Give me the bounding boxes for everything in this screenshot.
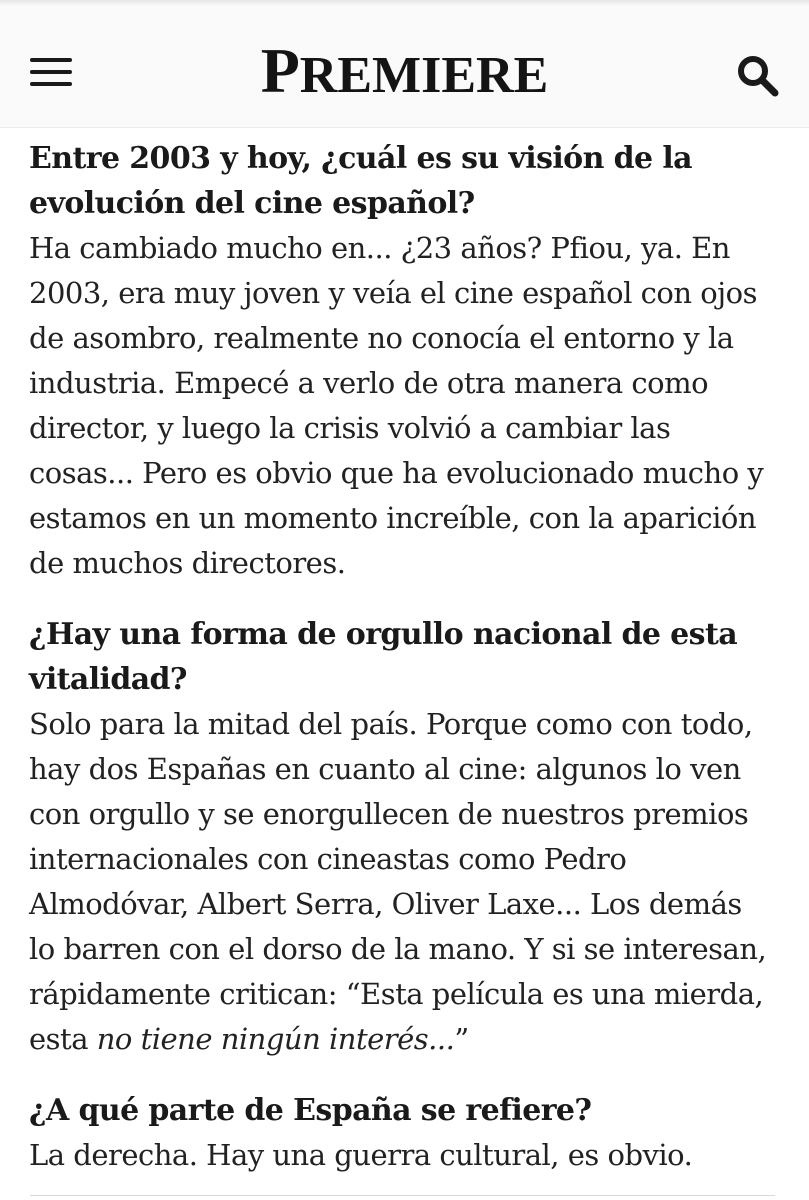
divider — [30, 1195, 775, 1196]
answer-text: Solo para la mitad del país. Porque como con todo, hay dos Españas en cuanto al cine: algunos lo ven con orgullo y se enorgullecen de nuestros premios internacionales con cineastas como Pedro Almodóvar, Albert Serra, Oliver Laxe... Los demás lo barren con el dorso de la mano. Y si se interesan, rápidamente critican: “Esta película es una mierda, esta — [29, 707, 767, 1056]
interview-answer — [29, 702, 774, 1062]
interview-question: ¿A qué parte de España se refiere? — [29, 1093, 592, 1128]
logo-rest: REMIERE — [299, 47, 549, 104]
logo-first-letter: P — [260, 35, 300, 106]
search-icon — [735, 53, 781, 99]
qa-block — [29, 136, 774, 586]
interview-answer: Ha cambiado mucho en... ¿23 años? Pfiou, ya. En 2003, era muy joven y veía el cine español con ojos de asombro, realmente no conocía el entorno y la industria. Empecé a verlo de otra manera como director, y luego la crisis volvió a cambiar las cosas... Pero es obvio que ha evolucionado mucho y estamos en un momento increíble, con la aparición de muchos directores. — [29, 231, 764, 580]
site-logo[interactable] — [0, 28, 809, 119]
qa-block — [29, 612, 774, 1062]
search-button[interactable] — [735, 53, 781, 99]
interview-question: Entre 2003 y hoy, ¿cuál es su visión de la evolución del cine español? — [29, 141, 692, 221]
interview-question: ¿Hay una forma de orgullo nacional de esta vitalidad? — [29, 617, 738, 697]
site-header — [0, 0, 809, 128]
answer-italic-text: no tiene ningún interés... — [96, 1022, 455, 1056]
qa-block — [29, 1088, 774, 1178]
answer-closing-quote: ” — [454, 1022, 469, 1056]
interview-answer: La derecha. Hay una guerra cultural, es obvio. — [29, 1138, 693, 1172]
